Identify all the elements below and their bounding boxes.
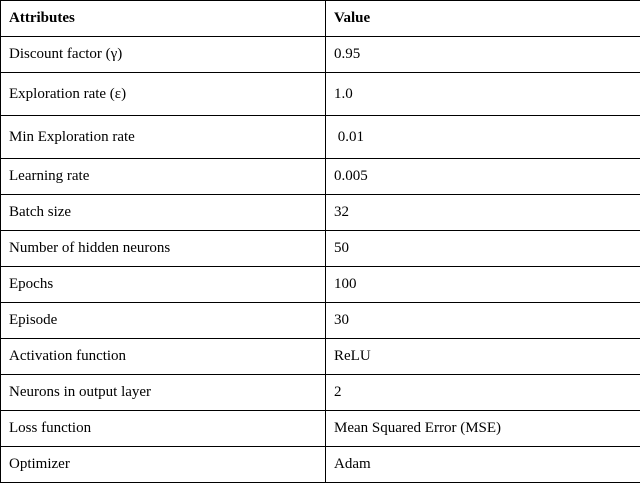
attribute-cell: Number of hidden neurons <box>1 231 326 267</box>
header-row <box>1 1 640 37</box>
attribute-cell: Batch size <box>1 195 326 231</box>
attribute-cell: Activation function <box>1 339 326 375</box>
table-row <box>1 195 640 231</box>
attribute-cell: Neurons in output layer <box>1 375 326 411</box>
header-value: Value <box>326 1 640 37</box>
value-cell: 50 <box>326 231 640 267</box>
value-cell: 30 <box>326 303 640 339</box>
table-row <box>1 339 640 375</box>
table-row <box>1 116 640 159</box>
table-row <box>1 267 640 303</box>
value-cell: 32 <box>326 195 640 231</box>
table-row <box>1 37 640 73</box>
attribute-cell: Learning rate <box>1 159 326 195</box>
value-cell: Adam <box>326 447 640 483</box>
attribute-cell: Min Exploration rate <box>1 116 326 159</box>
table-row <box>1 375 640 411</box>
table-row <box>1 73 640 116</box>
header-attributes: Attributes <box>1 1 326 37</box>
value-cell: 100 <box>326 267 640 303</box>
table-row <box>1 231 640 267</box>
attribute-cell: Episode <box>1 303 326 339</box>
table-row <box>1 411 640 447</box>
attribute-cell: Epochs <box>1 267 326 303</box>
attribute-cell: Discount factor (γ) <box>1 37 326 73</box>
table-row <box>1 447 640 483</box>
value-cell: 0.01 <box>326 116 640 159</box>
value-cell: 2 <box>326 375 640 411</box>
table-row <box>1 303 640 339</box>
table-row <box>1 159 640 195</box>
attribute-cell: Loss function <box>1 411 326 447</box>
value-cell: 1.0 <box>326 73 640 116</box>
value-cell: Mean Squared Error (MSE) <box>326 411 640 447</box>
value-cell: 0.95 <box>326 37 640 73</box>
value-cell: ReLU <box>326 339 640 375</box>
attribute-cell: Optimizer <box>1 447 326 483</box>
attribute-cell: Exploration rate (ε) <box>1 73 326 116</box>
value-cell: 0.005 <box>326 159 640 195</box>
